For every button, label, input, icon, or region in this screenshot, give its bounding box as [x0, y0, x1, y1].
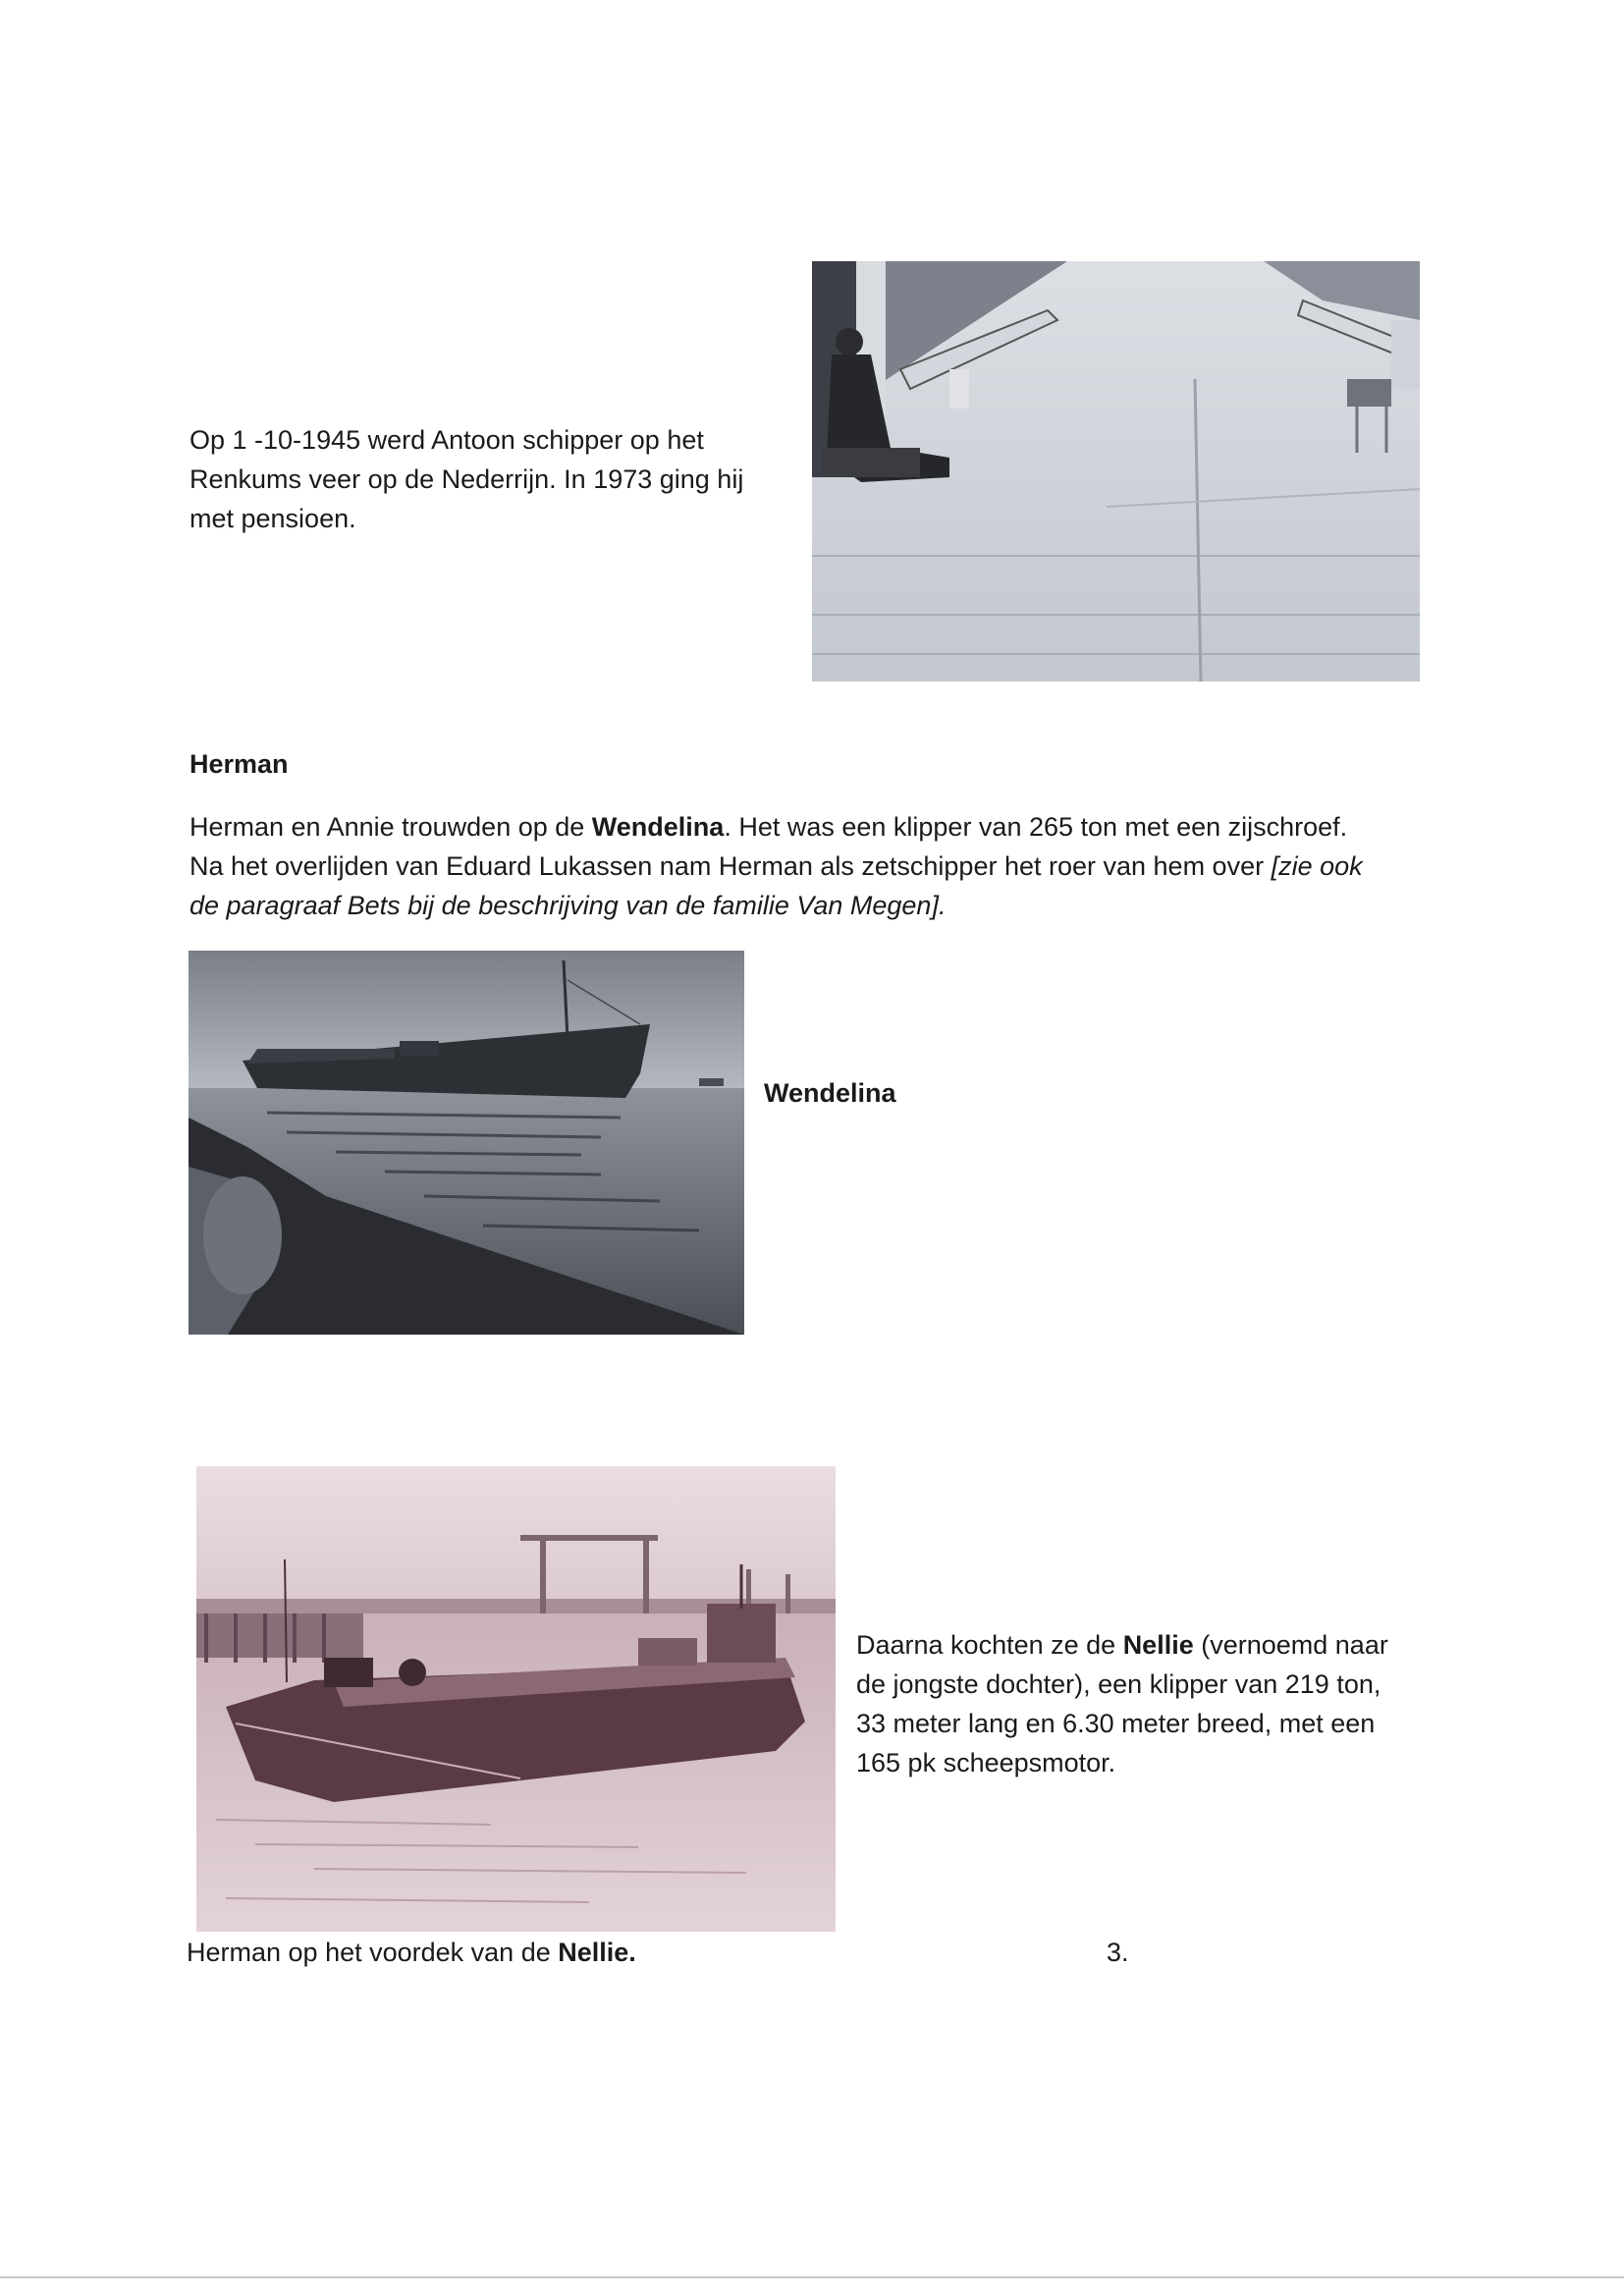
intro-line-3: met pensioen.	[189, 504, 356, 533]
ferry-photo	[812, 261, 1420, 682]
nellie-paragraph	[856, 1625, 1406, 1782]
page-number: 3.	[1107, 1938, 1129, 1967]
wendelina-bold: Wendelina	[591, 812, 725, 842]
intro-line-1: Op 1 -10-1945 werd Antoon schipper op het	[189, 425, 704, 455]
section-heading-herman: Herman	[189, 749, 289, 779]
herman-line-3: de paragraaf Bets bij de beschrijving van de familie Van Megen].	[189, 891, 947, 920]
herman-paragraph	[189, 807, 1446, 925]
nellie-line-4: 165 pk scheepsmotor.	[856, 1748, 1116, 1777]
herman-line-1: Herman en Annie trouwden op de Wendelina. Het was een klipper van 265 ton met een zijschroef.	[189, 812, 1348, 842]
wendelina-photo	[189, 951, 744, 1335]
nellie-line-1: Daarna kochten ze de Nellie (vernoemd naar	[856, 1630, 1388, 1660]
wendelina-caption: Wendelina	[764, 1078, 896, 1108]
nellie-bold: Nellie	[1122, 1630, 1194, 1660]
nellie-line-3: 33 meter lang en 6.30 meter breed, met een	[856, 1709, 1376, 1738]
nellie-photo	[196, 1466, 836, 1932]
page-bottom-edge	[0, 2276, 1624, 2278]
intro-paragraph	[189, 420, 798, 538]
herman-line-2: Na het overlijden van Eduard Lukassen nam Herman als zetschipper het roer van hem over [zie ook	[189, 851, 1363, 881]
nellie-caption: Herman op het voordek van de Nellie.	[187, 1938, 636, 1967]
nellie-line-2: de jongste dochter), een klipper van 219 ton,	[856, 1669, 1381, 1699]
intro-line-2: Renkums veer op de Nederrijn. In 1973 ging hij	[189, 465, 744, 494]
